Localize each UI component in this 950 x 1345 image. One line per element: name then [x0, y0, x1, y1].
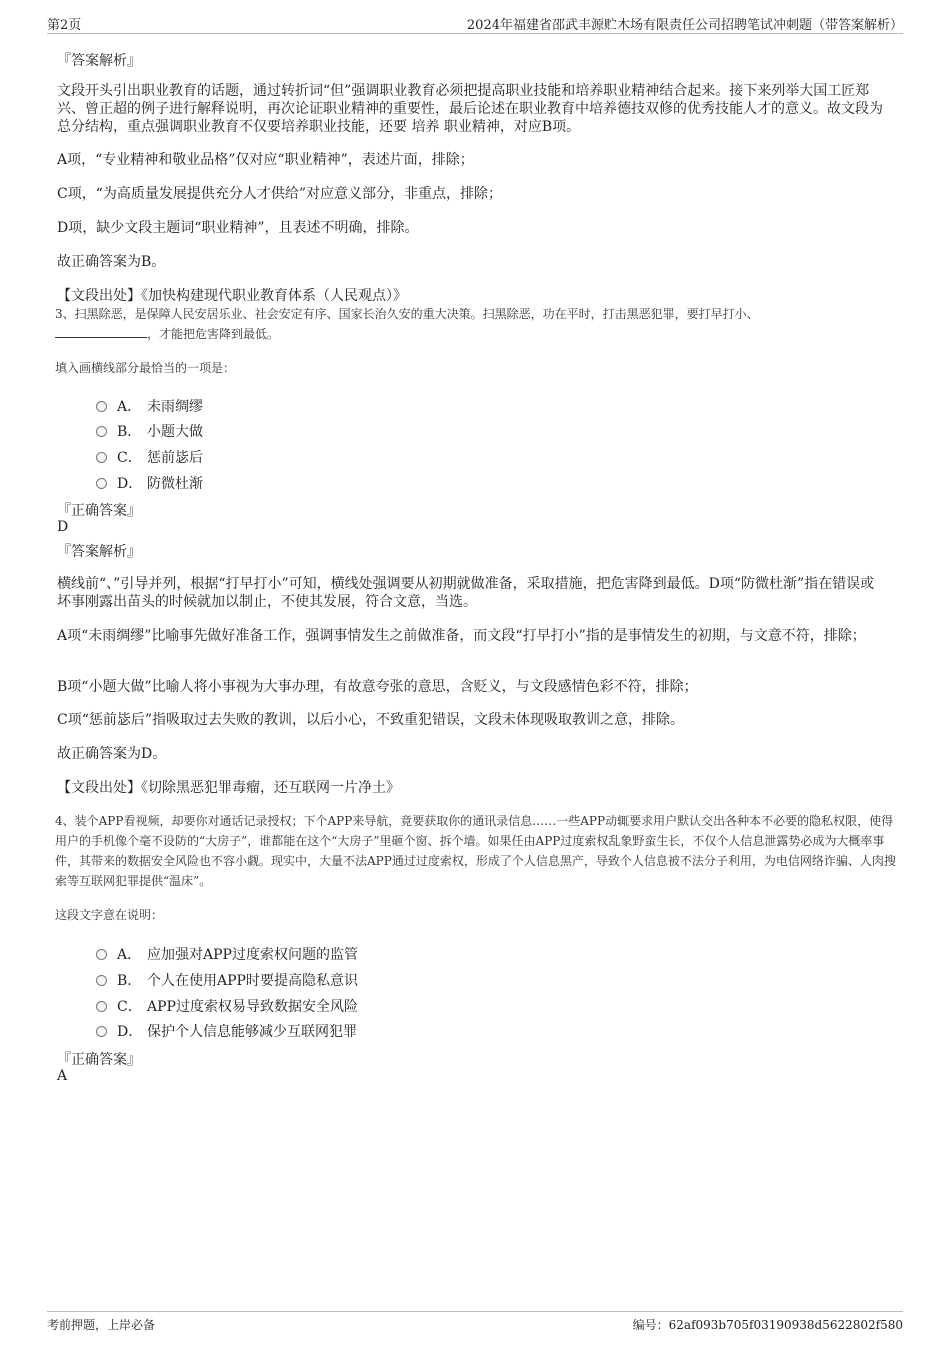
q3-option-c[interactable]: C． 惩前毖后 [96, 447, 203, 467]
footer-slogan: 考前押题，上岸必备 [47, 1318, 156, 1332]
q3-option-d[interactable]: D． 防微杜渐 [96, 473, 203, 493]
q3-answer: D [57, 519, 69, 535]
q2-analysis-label: 『答案解析』 [57, 53, 141, 69]
q4-option-c[interactable]: C． APP过度索权易导致数据安全风险 [96, 996, 358, 1016]
q4-answer-label: 『正确答案』 [57, 1052, 141, 1068]
header-divider [47, 33, 903, 34]
q3-answer-label: 『正确答案』 [57, 503, 141, 519]
q2-option-a-analysis: A项，“专业精神和敬业品格”仅对应“职业精神”，表述片面，排除； [57, 152, 474, 168]
radio-icon[interactable] [96, 401, 107, 412]
q4-prompt: 这段文字意在说明： [55, 908, 164, 922]
radio-icon[interactable] [96, 478, 107, 489]
q2-option-d-analysis: D项，缺少文段主题词“职业精神”，且表述不明确，排除。 [57, 220, 419, 236]
q2-conclusion: 故正确答案为B。 [57, 254, 166, 270]
radio-icon[interactable] [96, 949, 107, 960]
q3-option-a[interactable]: A． 未雨绸缪 [96, 396, 203, 416]
q3-stem-part1: 3、扫黑除恶，是保障人民安居乐业、社会安定有序、国家长治久安的重大决策。扫黑除恶，功在平时，打击黑恶犯罪，要打早打小、 [55, 307, 759, 321]
q3-analysis-label: 『答案解析』 [57, 544, 141, 560]
footer-serial-number: 编号：62af093b705f03190938d5622802f580 [632, 1318, 903, 1332]
q3-analysis: 横线前“、”引导并列，根据“打早打小”可知，横线处强调要从初期就做准备，采取措施，把危害降到最低。D项“防微杜渐”指在错误或坏事刚露出苗头的时候就加以制止，不使其发展，符合文意，当选。 [57, 576, 875, 610]
q4-option-d[interactable]: D． 保护个人信息能够减少互联网犯罪 [96, 1021, 357, 1041]
q3-option-c-analysis: C项“惩前毖后”指吸取过去失败的教训，以后小心，不致重犯错误，文段未体现吸取教训之意，排除。 [57, 712, 685, 728]
radio-icon[interactable] [96, 452, 107, 463]
q3-option-b-analysis: B项“小题大做”比喻人将小事视为大事办理，有故意夸张的意思，含贬义，与文段感情色彩不符，排除； [57, 679, 698, 695]
radio-icon[interactable] [96, 975, 107, 986]
radio-icon[interactable] [96, 1001, 107, 1012]
q2-option-c-analysis: C项，“为高质量发展提供充分人才供给”对应意义部分，非重点，排除； [57, 186, 503, 202]
q3-option-b[interactable]: B． 小题大做 [96, 421, 203, 441]
q2-analysis: 文段开头引出职业教育的话题，通过转折词“但”强调职业教育必须把提高职业技能和培养职业精神结合起来。接下来列举大国工匠郑兴、曾正超的例子进行解释说明，再次论证职业精神的重要性，最后论述在职业教育中培养德技双修的优秀技能人才的意义。故文段为总分结构，重点强调职业教育不仅要培养职业技能，还要 培养 职业精神，对应B项。 [57, 83, 883, 135]
q4-option-a[interactable]: A． 应加强对APP过度索权问题的监管 [96, 944, 358, 964]
q3-option-a-analysis: A项“未雨绸缪”比喻事先做好准备工作，强调事情发生之前做准备，而文段“打早打小”指的是事情发生的初期，与文意不符，排除； [57, 628, 866, 644]
q3-source: 【文段出处】《切除黑恶犯罪毒瘤，还互联网一片净土》 [57, 780, 400, 796]
document-title: 2024年福建省邵武丰源贮木场有限责任公司招聘笔试冲刺题（带答案解析） [466, 18, 903, 33]
q4-stem: 4、装个APP看视频，却要你对通话记录授权；下个APP来导航，竟要获取你的通讯录信息……一些APP动辄要求用户默认交出各种本不必要的隐私权限，使得用户的手机像个毫不设防的“大房子”，谁都能在这个“大房子”里砸个窗、拆个墙。如果任由APP过度索权乱象野蛮生长，不仅个人信息泄露势必成为大概率事件，其带来的数据安全风险也不容小觑。现实中，大量不法APP通过过度索权，形成了个人信息黑产，导致个人信息被不法分子利用，为电信网络诈骗、人肉搜索等互联网犯罪提供“温床”。 [55, 814, 896, 888]
q3-stem [55, 304, 898, 344]
q4-option-b[interactable]: B． 个人在使用APP时要提高隐私意识 [96, 970, 358, 990]
q3-conclusion: 故正确答案为D。 [57, 746, 167, 762]
radio-icon[interactable] [96, 1026, 107, 1037]
footer-divider [47, 1311, 903, 1312]
page-number: 第2页 [47, 18, 82, 33]
q3-prompt: 填入画横线部分最恰当的一项是： [55, 361, 236, 375]
q2-source: 【文段出处】《加快构建现代职业教育体系（人民观点）》 [57, 288, 407, 304]
q4-answer: A [57, 1068, 68, 1084]
q3-fill-blank [55, 325, 147, 338]
radio-icon[interactable] [96, 426, 107, 437]
q3-stem-part2: ，才能把危害降到最低。 [147, 327, 280, 341]
